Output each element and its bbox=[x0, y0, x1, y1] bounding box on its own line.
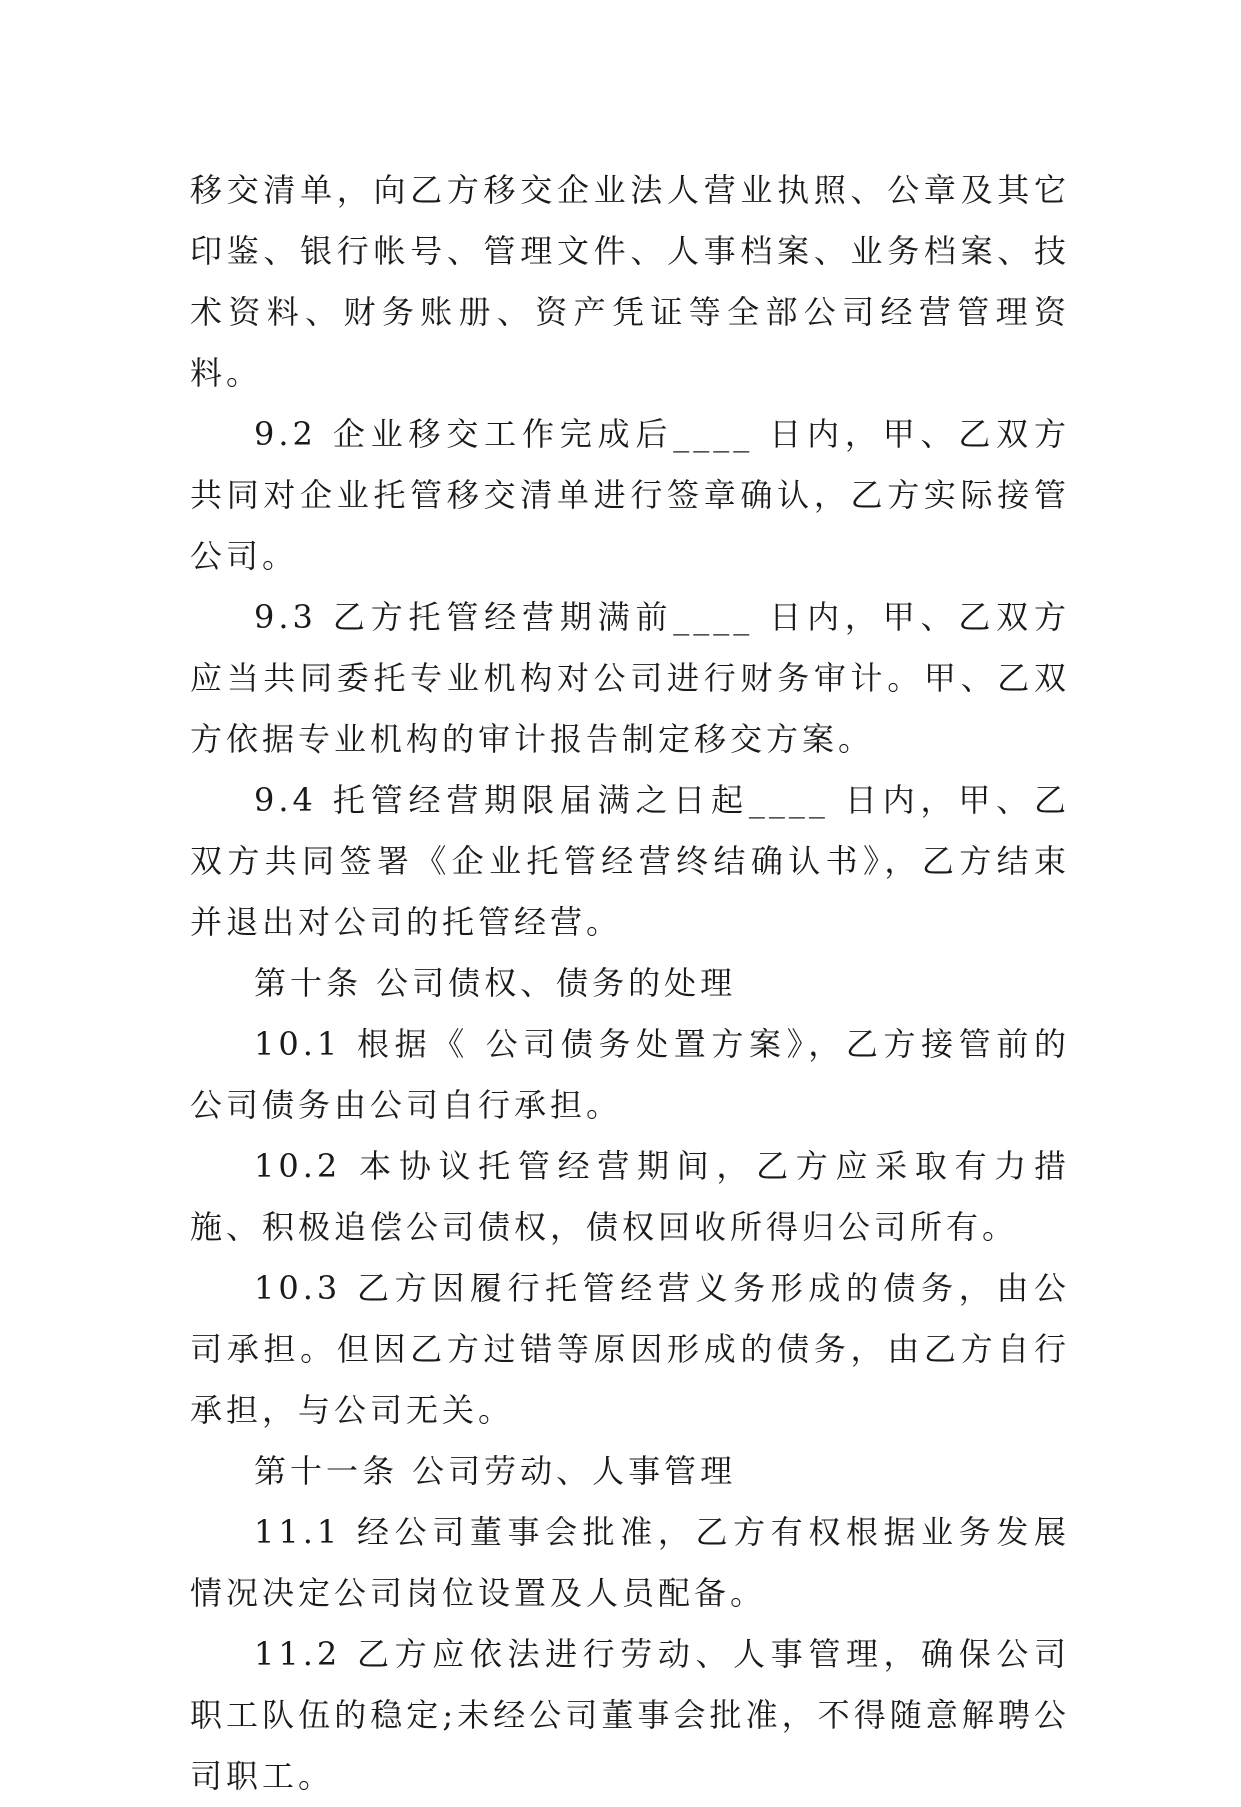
clause-10-1: 10.1 根据《 公司债务处置方案》，乙方接管前的公司债务由公司自行承担。 bbox=[190, 1025, 1070, 1124]
clause-9-2: 9.2 企业移交工作完成后____ 日内，甲、乙双方共同对企业托管移交清单进行签章确认，乙方实际接管公司。 bbox=[190, 415, 1070, 575]
article-10-heading: 第十条 公司债权、债务的处理 bbox=[254, 964, 737, 1002]
clause-10-2: 10.2 本协议托管经营期间，乙方应采取有力措施、积极追偿公司债权，债权回收所得归公司所有。 bbox=[190, 1147, 1070, 1246]
clause-9-3: 9.3 乙方托管经营期满前____ 日内，甲、乙双方应当共同委托专业机构对公司进行财务审计。甲、乙双方依据专业机构的审计报告制定移交方案。 bbox=[190, 598, 1070, 758]
document-page bbox=[190, 160, 1070, 1807]
paragraph-continuation: 移交清单，向乙方移交企业法人营业执照、公章及其它印鉴、银行帐号、管理文件、人事档案、业务档案、技术资料、财务账册、资产凭证等全部公司经营管理资料。 bbox=[190, 171, 1070, 392]
clause-9-4: 9.4 托管经营期限届满之日起____ 日内，甲、乙双方共同签署《企业托管经营终结确认书》，乙方结束并退出对公司的托管经营。 bbox=[190, 781, 1070, 941]
clause-11-1: 11.1 经公司董事会批准，乙方有权根据业务发展情况决定公司岗位设置及人员配备。 bbox=[190, 1513, 1070, 1612]
article-11-heading: 第十一条 公司劳动、人事管理 bbox=[254, 1452, 737, 1490]
clause-11-2: 11.2 乙方应依法进行劳动、人事管理，确保公司职工队伍的稳定;未经公司董事会批准，不得随意解聘公司职工。 bbox=[190, 1635, 1070, 1795]
clause-10-3: 10.3 乙方因履行托管经营义务形成的债务，由公司承担。但因乙方过错等原因形成的债务，由乙方自行承担，与公司无关。 bbox=[190, 1269, 1070, 1429]
